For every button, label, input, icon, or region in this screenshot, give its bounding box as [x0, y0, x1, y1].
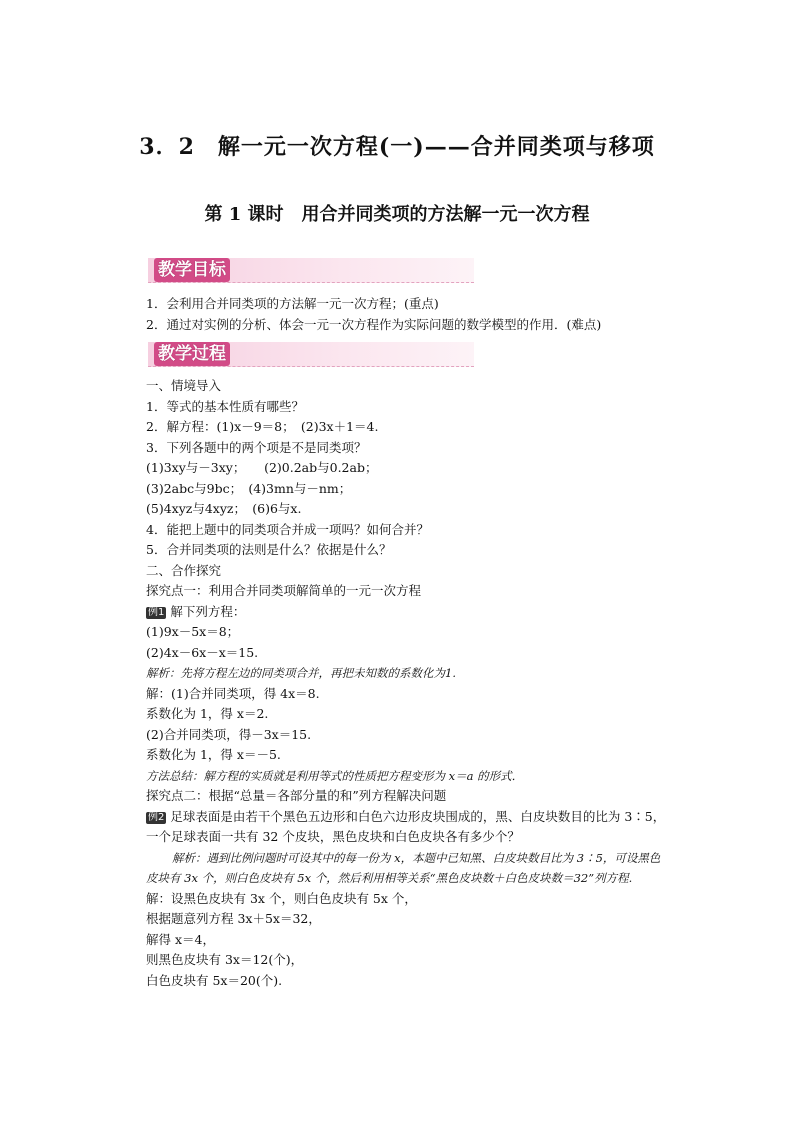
process-body	[146, 376, 666, 991]
example1-solution-line: 系数化为 1，得 x＝－5.	[146, 747, 281, 762]
example2-analysis: 解析：遇到比例问题时可设其中的每一份为 x，本题中已知黑、白皮块数目比为 3∶5，可设黑色皮块有 3x 个，则白色皮块有 5x 个，然后利用相等关系“黑色皮块数＋白色皮块数＝32”列方程.	[146, 850, 661, 885]
intro-line: (5)4xyz与4xyz； (6)6与x.	[146, 501, 302, 516]
example1-badge: 例1	[148, 606, 165, 618]
example2-badge: 例2	[148, 811, 165, 823]
example1-summary: 方法总结：解方程的实质就是利用等式的性质把方程变形为 x＝a 的形式．	[146, 768, 524, 783]
example1-equation: (2)4x－6x－x＝15.	[146, 644, 259, 660]
intro-line: 5．合并同类项的法则是什么？依据是什么？	[146, 542, 392, 557]
example1-analysis: 解析：先将方程左边的同类项合并，再把未知数的系数化为1.	[146, 666, 456, 680]
example2-prompt-block	[146, 807, 666, 848]
goal-item: 2．通过对实例的分析、体会一元一次方程作为实际问题的数学模型的作用．(难点)	[146, 316, 602, 332]
intro-line: 二、合作探究	[146, 562, 222, 578]
example1-prompt: 解下列方程：	[170, 603, 246, 619]
example1-prompt-line	[146, 602, 666, 623]
intro-line: 2．解方程：(1)x－9＝8； (2)3x＋1＝4.	[146, 419, 379, 434]
intro-line: 1．等式的基本性质有哪些？	[146, 398, 304, 414]
example1-equation: (1)9x－5x＝8；	[146, 624, 240, 639]
intro-line: 4．能把上题中的同类项合并成一项吗？如何合并？	[146, 521, 429, 537]
section-heading-process: 教学过程	[154, 342, 230, 366]
example1-solution-line: 解：(1)合并同类项，得 4x＝8.	[146, 685, 320, 701]
example2-solution-line: 解：设黑色皮块有 3x 个，则白色皮块有 5x 个，	[146, 890, 417, 906]
example2-solution-line: 根据题意列方程 3x＋5x＝32，	[146, 911, 321, 926]
page-title: 3．2 解一元一次方程(一)——合并同类项与移项	[139, 134, 655, 160]
explore-point-2: 探究点二：根据“总量＝各部分量的和”列方程解决问题	[146, 788, 447, 803]
example1-solution-line: (2)合并同类项，得－3x＝15.	[146, 726, 312, 742]
intro-line: 3．下列各题中的两个项是不是同类项？	[146, 439, 367, 455]
goal-item: 1．会利用合并同类项的方法解一元一次方程；(重点)	[146, 296, 439, 311]
section-banner-goals	[148, 258, 474, 283]
section-heading-goals: 教学目标	[154, 258, 230, 282]
goals-list	[146, 294, 666, 335]
example2-solution-line: 白色皮块有 5x＝20(个).	[146, 972, 283, 988]
example1-solution-line: 系数化为 1，得 x＝2.	[146, 706, 269, 721]
intro-line: (1)3xy与－3xy； (2)0.2ab与0.2ab；	[146, 460, 378, 475]
intro-line: 探究点一：利用合并同类项解简单的一元一次方程	[146, 583, 422, 598]
example2-solution-line: 则黑色皮块有 3x＝12(个)，	[146, 952, 304, 967]
section-banner-process	[148, 342, 474, 367]
intro-line: 一、情境导入	[146, 378, 222, 393]
example2-solution-line: 解得 x＝4，	[146, 931, 215, 947]
intro-line: (3)2abc与9bc； (4)3mn与－nm；	[146, 480, 352, 496]
example2-prompt: 足球表面是由若干个黑色五边形和白色六边形皮块围成的，黑、白皮块数目的比为 3∶5，一个足球表面一共有 32 个皮块，黑色皮块和白色皮块各有多少个？	[146, 808, 666, 844]
lesson-subtitle: 第 1 课时 用合并同类项的方法解一元一次方程	[204, 204, 590, 225]
